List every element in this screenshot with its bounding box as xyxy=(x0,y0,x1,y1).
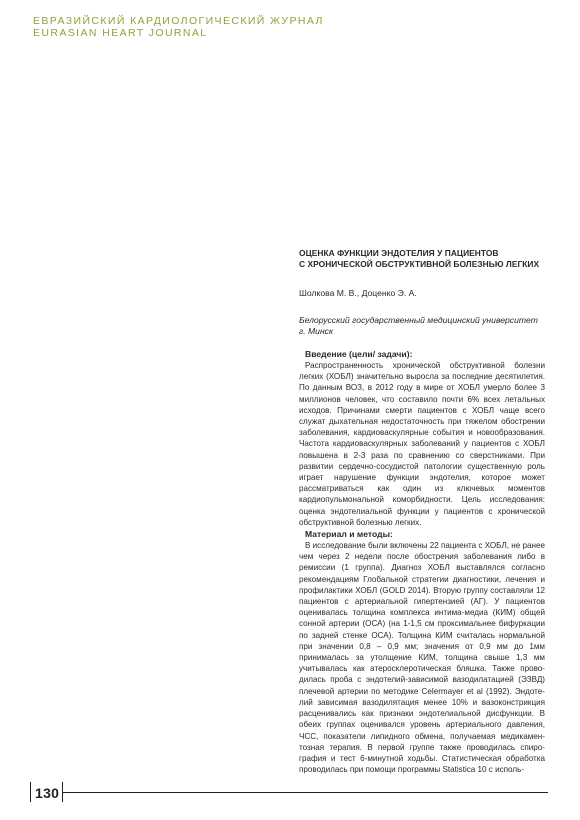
article-affiliation xyxy=(299,315,545,337)
affiliation-line1: Белорусский государственный медицинский университет xyxy=(299,315,538,325)
affiliation-line2: г. Минск xyxy=(299,326,334,336)
page-number: 130 xyxy=(35,785,60,801)
journal-header xyxy=(33,15,324,39)
section-text-introduction: Распространенность хронической обструктивной болезни легких (ХОБЛ) значительно выросла за последние десятилетия. По данным ВОЗ, в 2012 году в мире от ХОБЛ умерло более 3 миллионов человек, что составило почти 6% всех летальных исходов. Причинами смерти пациентов с ХОБЛ чаще всего служат дыхательная недостаточность при тяжелом обострении заболевания, кардиоваскулярные события и новообразования. Частота кардиоваскулярных заболеваний у пациентов с ХОБЛ повышена в 2-3 раза по сравнению со сверстниками. При развитии сердечно-сосудистой патологии существенную роль играет нарушение функции эндотелия, которое может рассматриваться как один из ключевых моментов кардиопульмональной коморбидности. Цель исследования: оценка эндотелиальной функции у пациентов с хронической обструктивной болезнью легких. xyxy=(299,361,545,527)
section-heading-methods: Материал и методы: xyxy=(305,529,393,540)
section-text-methods: В исследование были включены 22 пациента с ХОБЛ, не ранее чем через 2 недели после обострения заболевания либо в ремиссии (1 группа). Диагноз ХОБЛ выставлялся согласно рекомендациям Глобальной стратегии диагностики, лечения и профилактики ХОБЛ (GOLD 2014). Вторую группу составляли 12 пациентов с артериальной гипертензией (АГ). У пациентов оценивалась толщина комплекса интима-медиа (КИМ) общей сонной артерии (ОСА) (на 1-1,5 см проксимальнее бифуркации по задней стенке ОСА). Толщина КИМ считалась нормальной при значении 0,8 – 0,9 мм; значения от 0,9 мм до 1мм принималась за утолщение КИМ, толщина свыше 1,3 мм учитывалась как атеросклеротическая бляшка. Также проводилась проба с эндотелий-зависимой вазодилатацией (ЭЗВД) плечевой артерии по методике Celermayer et al (1992). Эндотелий зависимая вазодилятация менее 10% и вазоконстрикция расценивались как признаки эндотелиальной дисфункции. В обеих группах оценивался уровень артериального давления, ЧСС, показатели липидного обмена, получаемая медикаментозная терапия. В первой группе также проводилась спирография и тест 6-минутной ходьбы. Статистическая обработка проводилась при помощи программы Statistica 10 с исполь- xyxy=(299,541,545,775)
article-authors: Шолкова М. В., Доценко Э. А. xyxy=(299,288,417,298)
footer-rule xyxy=(63,792,548,793)
section-heading-introduction: Введение (цели/ задачи): xyxy=(305,349,413,359)
journal-title-ru: ЕВРАЗИЙСКИЙ КАРДИОЛОГИЧЕСКИЙ ЖУРНАЛ xyxy=(33,15,324,27)
page-footer xyxy=(30,782,548,802)
article-title xyxy=(299,248,545,270)
article xyxy=(299,248,545,775)
article-title-line1: ОЦЕНКА ФУНКЦИИ ЭНДОТЕЛИЯ У ПАЦИЕНТОВ xyxy=(299,248,499,258)
article-title-line2: С ХРОНИЧЕСКОЙ ОБСТРУКТИВНОЙ БОЛЕЗНЬЮ ЛЕГКИХ xyxy=(299,259,540,269)
journal-title-en: EURASIAN HEART JOURNAL xyxy=(33,27,208,39)
footer-divider-left xyxy=(30,782,31,802)
